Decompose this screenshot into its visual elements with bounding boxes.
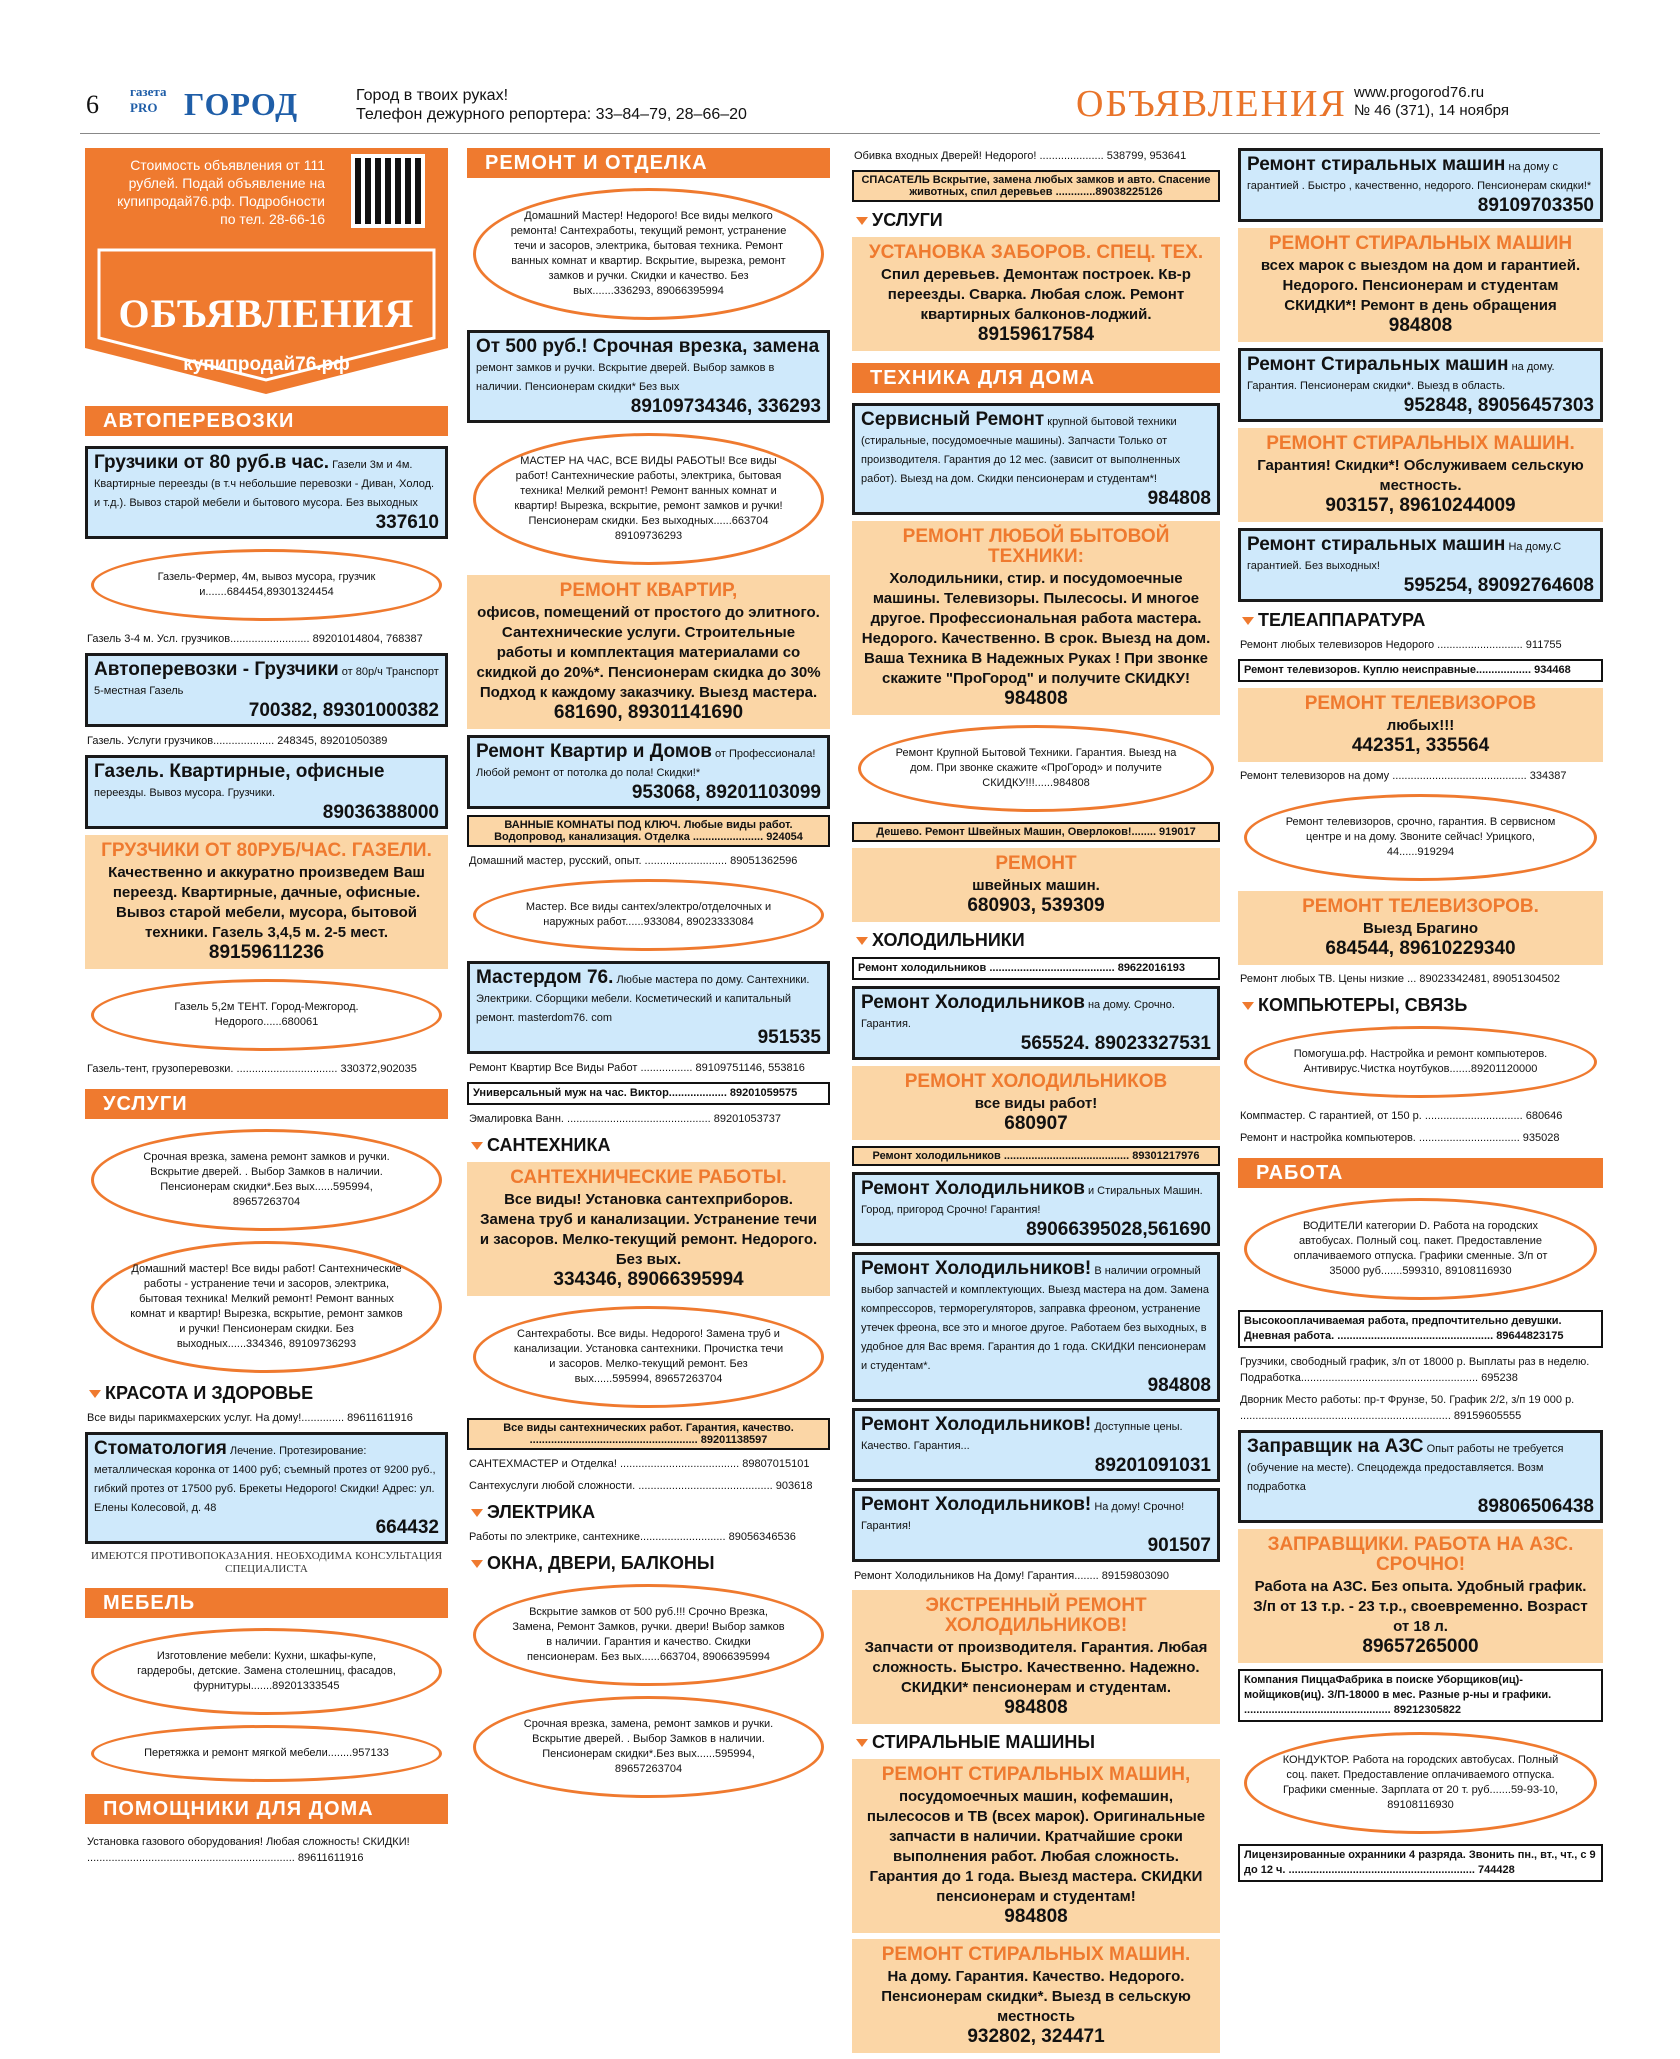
section-bar-transport: АВТОПЕРЕВОЗКИ bbox=[85, 406, 448, 436]
ad-box: Сервисный Ремонт крупной бытовой техники (стиральные, посудомоечные машины). Запчасти Только от производителя. Гарантия до 12 мес. (зависит от выполненных работ). Выезд на дом. Скидки пенсионерам и студентам*! 984808 bbox=[852, 403, 1220, 515]
ad-box: Ремонт стиральных машин на дому с гарантией . Быстро , качественно, недорого. Пенсионерам скидки!* 89109703350 bbox=[1238, 148, 1603, 222]
ad-highlight: ГРУЗЧИКИ ОТ 80РУБ/ЧАС. ГАЗЕЛИ. Качественно и аккуратно произведем Ваш переезд. Квартирные, дачные, офисные. Вывоз старой мебели, мусора, бытовой техники. Газель 3,4,5 м. 2-5 мест. 89159611236 bbox=[85, 835, 448, 969]
ad-line: Ремонт Холодильников На Дому! Гарантия........ 89159803090 bbox=[854, 1570, 1170, 1582]
issue-info bbox=[1354, 84, 1509, 120]
ad-line: Эмалировка Ванн. ............................................... 89201053737 bbox=[469, 1113, 782, 1125]
ad-oval: КОНДУКТОР. Работа на городских автобусах. Полный соц. пакет. Предоставление оплачиваемого отпуска. Графики сменные. Зарплата от 20 т. руб.......59-93-10, 89108116930 bbox=[1244, 1732, 1597, 1834]
ad-boxed: Компания ПиццаФабрика в поиске Уборщиков(иц)-мойщиков(иц). З/П-18000 в мес. Разные р-ны и графики. ................................................ 89212305822 bbox=[1238, 1669, 1603, 1722]
ad-boxed: Лицензированные охранники 4 разряда. Звонить пн., вт., чт., с 9 до 12 ч. ............................................................. 744428 bbox=[1238, 1844, 1603, 1882]
site-url[interactable]: www.progorod76.ru bbox=[1354, 84, 1485, 101]
page-number: 6 bbox=[86, 90, 99, 119]
logo-big: ГОРОД bbox=[184, 86, 299, 122]
ad-yellow: Дешево. Ремонт Швейных Машин, Оверлоков!........ 919017 bbox=[852, 822, 1220, 842]
ad-oval: Сантехработы. Все виды. Недорого! Замена труб и канализации. Установка сантехники. Прочистка течи и засоров. Мелко-текущий ремонт. Без вых......595994, 89657263704 bbox=[473, 1306, 824, 1408]
qr-code-icon bbox=[351, 154, 425, 228]
ad-line: Работы по электрике, сантехнике............................ 89056346536 bbox=[469, 1531, 796, 1543]
ad-highlight: РЕМОНТ СТИРАЛЬНЫХ МАШИН, посудомоечных машин, кофемашин, пылесосов и ТВ (всех марок). Оригинальные запчасти в наличии. Кратчайшие сроки выполнения работ. Любая сложность. Гарантия до 1 года. Выезд мастера. СКИДКИ пенсионерам и студентам! 984808 bbox=[852, 1759, 1220, 1933]
tagline bbox=[356, 86, 747, 124]
ad-box: Ремонт Стиральных машин на дому. Гарантия. Пенсионерам скидки*. Выезд в область. 952848, 89056457303 bbox=[1238, 348, 1603, 422]
ad-highlight: РЕМОНТ ХОЛОДИЛЬНИКОВ все виды работ! 680907 bbox=[852, 1066, 1220, 1140]
ad-highlight: РЕМОНТ СТИРАЛЬНЫХ МАШИН. На дому. Гарантия. Качество. Недорого. Пенсионерам скидки*. Выезд в сельскую местность 932802, 324471 bbox=[852, 1939, 1220, 2053]
ad-line: Установка газового оборудования! Любая сложность! СКИДКИ! .................................................................... 89611611916 bbox=[87, 1836, 410, 1864]
ad-line: Грузчики, свободный график, з/п от 18000 р. Выплаты раз в неделю. Подработка.......................................................... 695238 bbox=[1240, 1356, 1590, 1384]
section-bar-repair: РЕМОНТ И ОТДЕЛКА bbox=[467, 148, 830, 178]
medical-note: ИМЕЮТСЯ ПРОТИВОПОКАЗАНИЯ. НЕОБХОДИМА КОНСУЛЬТАЦИЯ СПЕЦИАЛИСТА bbox=[90, 1550, 443, 1575]
ad-box: Стоматология Лечение. Протезирование: металлическая коронка от 1400 руб; съемный протез от 9200 руб., гибкий протез от 17500 руб. Брекеты Недорого! Скидки! Адрес: ул. Елены Колесовой, д. 48 664432 bbox=[85, 1432, 448, 1544]
ad-box: Мастердом 76. Любые мастера по дому. Сантехники. Электрики. Сборщики мебели. Косметический и капитальный ремонт. masterdom76. com 951535 bbox=[467, 961, 830, 1054]
ad-box: Ремонт Холодильников! В наличии огромный выбор запчастей и комплектующих. Выезд мастера на дом. Замена компрессоров, терморегуляторов, заправка фреоном, устранение утечек фреона, все это и многое другое. Работаем без выходных, в удобное для Вас время. Гарантия до 1 года. СКИДКИ пенсионерам и студентам*. 984808 bbox=[852, 1252, 1220, 1402]
ad-line: Газель-тент, грузоперевозки. ................................. 330372,902035 bbox=[87, 1063, 417, 1075]
ad-boxed: Ремонт телевизоров. Куплю неисправные.................. 934468 bbox=[1238, 659, 1603, 682]
ad-line: Ремонт телевизоров на дому ............................................ 334387 bbox=[1240, 770, 1567, 782]
subsection-washers: СТИРАЛЬНЫЕ МАШИНЫ bbox=[852, 1732, 1220, 1753]
ad-yellow: СПАСАТЕЛЬ Вскрытие, замена любых замков и авто. Спасение животных, спил деревьев .............89038225126 bbox=[852, 170, 1220, 202]
ad-oval: Изготовление мебели: Кухни, шкафы-купе, гардеробы, детские. Замена столешниц, фасадов, фурнитуры.......89201333545 bbox=[91, 1628, 442, 1715]
ad-highlight: РЕМОНТ КВАРТИР, офисов, помещений от простого до элитного. Сантехнические услуги. Строительные работы и комплектация материалами со скидкой до 20%*. Пенсионерам скидка до 30% Подход к каждому заказчику. Выезд мастера. 681690, 89301141690 bbox=[467, 575, 830, 729]
ad-oval: МАСТЕР НА ЧАС, ВСЕ ВИДЫ РАБОТЫ! Все виды работ! Сантехнические работы, электрика, бытовая техника! Мелкий ремонт! Ремонт ванных комнат и квартир! Вырезка, вскрытие, ремонт замков и ручки! Пенсионерам скидки. Без выходных......663704 89109736293 bbox=[473, 433, 824, 565]
ad-yellow: ВАННЫЕ КОМНАТЫ ПОД КЛЮЧ. Любые виды работ. Водопровод, канализация. Отделка ....................... 924054 bbox=[467, 815, 830, 847]
promo-title: ОБЪЯВЛЕНИЯ bbox=[118, 291, 415, 336]
subsection-plumbing: САНТЕХНИКА bbox=[467, 1135, 830, 1156]
ad-box: Ремонт Холодильников! На дому! Срочно! Гарантия! 901507 bbox=[852, 1488, 1220, 1562]
ad-oval: Мастер. Все виды сантех/электро/отделочных и наружных работ......933084, 89023333084 bbox=[473, 879, 824, 951]
ad-box: Ремонт Холодильников на дому. Срочно. Гарантия. 565524. 89023327531 bbox=[852, 986, 1220, 1060]
ad-oval: Срочная врезка, замена, ремонт замков и ручки. Вскрытие дверей. . Выбор Замков в наличии. Пенсионерам скидки*.Без вых......595994, 89657263704 bbox=[473, 1696, 824, 1798]
ad-line: Газель 3-4 м. Усл. грузчиков.......................... 89201014804, 768387 bbox=[87, 633, 423, 645]
ad-box: От 500 руб.! Срочная врезка, замена ремонт замков и ручки. Вскрытие дверей. Выбор замков в наличии. Пенсионерам скидки* Без вых 89109734346, 336293 bbox=[467, 330, 830, 423]
ad-line: Ремонт Квартир Все Виды Работ ................. 89109751146, 553816 bbox=[469, 1062, 805, 1074]
tagline-line2: Телефон дежурного репортера: 33–84–79, 28–66–20 bbox=[356, 106, 747, 123]
section-bar-helpers: ПОМОЩНИКИ ДЛЯ ДОМА bbox=[85, 1794, 448, 1824]
logo-small: газета PRO bbox=[130, 84, 167, 115]
ad-line: Сантехуслуги любой сложности. ............................................ 903618 bbox=[469, 1480, 813, 1492]
ad-line: Ремонт любых телевизоров Недорого ............................ 911755 bbox=[1240, 639, 1562, 651]
ad-line: Обивка входных Дверей! Недорого! ..................... 538799, 953641 bbox=[854, 150, 1187, 162]
section-title: ОБЪЯВЛЕНИЯ bbox=[1076, 83, 1347, 125]
ad-line: Компмастер. С гарантией, от 150 р. ................................ 680646 bbox=[1240, 1110, 1563, 1122]
subsection-fridges: ХОЛОДИЛЬНИКИ bbox=[852, 930, 1220, 951]
ad-box: Автоперевозки - Грузчики от 80р/ч Транспорт 5-местная Газель 700382, 89301000382 bbox=[85, 653, 448, 727]
issue-number: № 46 (371), 14 ноября bbox=[1354, 102, 1509, 119]
page-header bbox=[80, 80, 1600, 134]
ad-oval: Срочная врезка, замена ремонт замков и ручки. Вскрытие дверей. . Выбор Замков в наличии. Пенсионерам скидки*.Без вых......595994, 89657263704 bbox=[91, 1129, 442, 1231]
ad-box: Ремонт Холодильников! Доступные цены. Качество. Гарантия... 89201091031 bbox=[852, 1408, 1220, 1482]
ad-box: Заправщик на АЗС Опыт работы не требуется (обучение на месте). Спецодежда предоставляется. Возм подработка 89806506438 bbox=[1238, 1430, 1603, 1523]
subsection-services: УСЛУГИ bbox=[852, 210, 1220, 231]
ad-line: Дворник Место работы: пр-т Фрунзе, 50. График 2/2, з/п 19 000 р. ..................................................................... 89159605555 bbox=[1240, 1394, 1575, 1422]
ad-boxed: Высокооплачиваемая работа, предпочтительно девушки. Дневная работа. ................................................... 89644823175 bbox=[1238, 1310, 1603, 1348]
column-4 bbox=[1238, 148, 1603, 1888]
ad-line: Ремонт и настройка компьютеров. ................................. 935028 bbox=[1240, 1132, 1560, 1144]
ad-oval: Ремонт Крупной Бытовой Техники. Гарантия. Выезд на дом. При звонке скажите «ПроГород» и получите СКИДКУ!!!......984808 bbox=[858, 725, 1214, 812]
ad-line: САНТЕХМАСТЕР и Отделка! ....................................... 89807015101 bbox=[469, 1458, 810, 1470]
ad-highlight: УСТАНОВКА ЗАБОРОВ. СПЕЦ. ТЕХ. Спил деревьев. Демонтаж построек. Кв-р переезды. Сварка. Любая слож. Ремонт квартирных балконов-лоджий. 89159617584 bbox=[852, 237, 1220, 351]
column-1 bbox=[85, 148, 448, 1872]
section-bar-jobs: РАБОТА bbox=[1238, 1158, 1603, 1188]
ad-oval: ВОДИТЕЛИ категории D. Работа на городских автобусах. Полный соц. пакет. Предоставление оплачиваемого отпуска. Графики сменные. З/п от 35000 руб.......599310, 89108116930 bbox=[1244, 1198, 1597, 1300]
subsection-electric: ЭЛЕКТРИКА bbox=[467, 1502, 830, 1523]
column-3 bbox=[852, 148, 1220, 2059]
subsection-windows: ОКНА, ДВЕРИ, БАЛКОНЫ bbox=[467, 1553, 830, 1574]
ad-line: Все виды парикмахерских услуг. На дому!.............. 89611611916 bbox=[87, 1412, 413, 1424]
ad-line: Ремонт любых ТВ. Цены низкие ... 89023342481, 89051304502 bbox=[1240, 973, 1561, 985]
promo-text: Стоимость объявления от 111 рублей. Подай объявление на купипродай76.рф. Подробности по тел. 28-66-16 bbox=[117, 157, 325, 227]
ad-box: Ремонт Холодильников и Стиральных Машин. Город, пригород Срочно! Гарантия! 89066395028,561690 bbox=[852, 1172, 1220, 1246]
section-bar-services: УСЛУГИ bbox=[85, 1089, 448, 1119]
ad-oval: Перетяжка и ремонт мягкой мебели........957133 bbox=[91, 1725, 442, 1782]
ad-highlight: РЕМОНТ ТЕЛЕВИЗОРОВ. Выезд Брагино 684544, 89610229340 bbox=[1238, 891, 1603, 965]
ad-oval: Ремонт телевизоров, срочно, гарантия. В сервисном центре и на дому. Звоните сейчас! Урицкого, 44......919294 bbox=[1244, 794, 1597, 881]
ad-oval: Газель 5,2м ТЕНТ. Город-Межгород. Недорого......680061 bbox=[91, 979, 442, 1051]
ad-oval: Вскрытие замков от 500 руб.!!! Срочно Врезка, Замена, Ремонт Замков, ручки. двери! Выбор замков в наличии. Гарантия и качество. Скидки пенсионерам. Без вых......663704, 89066395994 bbox=[473, 1584, 824, 1686]
ad-box: Ремонт стиральных машин На дому.С гарантией. Без выходных! 595254, 89092764608 bbox=[1238, 528, 1603, 602]
tagline-line1: Город в твоих руках! bbox=[356, 87, 509, 104]
ad-box: Газель. Квартирные, офисные переезды. Вывоз мусора. Грузчики. 89036388000 bbox=[85, 755, 448, 829]
ad-highlight: ЭКСТРЕННЫЙ РЕМОНТ ХОЛОДИЛЬНИКОВ! Запчасти от производителя. Гарантия. Любая сложность. Быстро. Качественно. Надежно. СКИДКИ* пенсионерам и студентам. 984808 bbox=[852, 1590, 1220, 1724]
ad-box: Ремонт Квартир и Домов от Профессионала! Любой ремонт от потолка до пола! Скидки!* 953068, 89201103099 bbox=[467, 735, 830, 809]
subsection-computers: КОМПЬЮТЕРЫ, СВЯЗЬ bbox=[1238, 995, 1603, 1016]
subsection-tv: ТЕЛЕАППАРАТУРА bbox=[1238, 610, 1603, 631]
ad-oval: Газель-Фермер, 4м, вывоз мусора, грузчик и.......684454,89301324454 bbox=[91, 549, 442, 621]
promo-banner bbox=[85, 148, 448, 394]
ad-boxed: Ремонт холодильников ......................................... 89622016193 bbox=[852, 957, 1220, 980]
section-bar-furniture: МЕБЕЛЬ bbox=[85, 1588, 448, 1618]
ad-highlight: САНТЕХНИЧЕСКИЕ РАБОТЫ. Все виды! Установка сантехприборов. Замена труб и канализации. Устранение течи и засоров. Мелко-текущий ремонт. Недорого. Без вых. 334346, 89066395994 bbox=[467, 1162, 830, 1296]
promo-site[interactable]: купипродай76.рф bbox=[183, 354, 350, 375]
ad-highlight: РЕМОНТ ЛЮБОЙ БЫТОВОЙ ТЕХНИКИ: Холодильники, стир. и посудомоечные машины. Телевизоры. Пылесосы. И многое другое. Профессиональная работа мастера. Недорого. Качественно. В срок. Выезд на дом. Ваша Техника В Надежных Руках ! При звонке скажите "ПроГород" и получите СКИДКУ! 984808 bbox=[852, 521, 1220, 715]
ad-box: Грузчики от 80 руб.в час. Газели 3м и 4м. Квартирные переезды (в т.ч небольшие перевозки - Диван, Холод. и т.д.). Вывоз старой мебели и бытового мусора. Без выходных 337610 bbox=[85, 446, 448, 539]
column-2 bbox=[467, 148, 830, 1808]
ad-highlight: РЕМОНТ СТИРАЛЬНЫХ МАШИН всех марок с выездом на дом и гарантией. Недорого. Пенсионерам и студентам СКИДКИ*! Ремонт в день обращения 984808 bbox=[1238, 228, 1603, 342]
ad-yellow: Ремонт холодильников ......................................... 89301217976 bbox=[852, 1146, 1220, 1166]
ad-line: Газель. Услуги грузчиков.................... 248345, 89201050389 bbox=[87, 735, 388, 747]
ad-boxed: Универсальный муж на час. Виктор................... 89201059575 bbox=[467, 1082, 830, 1105]
ad-oval: Помогуша.рф. Настройка и ремонт компьютеров. Антивирус.Чистка ноутбуков.......89201120000 bbox=[1244, 1026, 1597, 1098]
ad-highlight: ЗАПРАВЩИКИ. РАБОТА НА АЗС. СРОЧНО! Работа на АЗС. Без опыта. Удобный график. З/п от 13 т.р. - 23 т.р., своевременно. Возраст от 18 л. 89657265000 bbox=[1238, 1529, 1603, 1663]
ad-highlight: РЕМОНТ швейных машин. 680903, 539309 bbox=[852, 848, 1220, 922]
ad-highlight: РЕМОНТ ТЕЛЕВИЗОРОВ любых!!! 442351, 335564 bbox=[1238, 688, 1603, 762]
ad-yellow: Все виды сантехнических работ. Гарантия, качество. ....................................................... 89201138597 bbox=[467, 1418, 830, 1450]
ad-oval: Домашний Мастер! Недорого! Все виды мелкого ремонта! Сантехработы, текущий ремонт, устранение течи и засоров, электрика, бытовая техника. Ремонт ванных комнат и квартир. Вскрытие, вырезка, ремонт замков и ручки. Скидки и качество. Без вых.......336293, 89066395994 bbox=[473, 188, 824, 320]
ad-oval: Домашний мастер! Все виды работ! Сантехнические работы - устранение течи и засоров, электрика, бытовая техника! Мелкий ремонт! Ремонт ванных комнат и квартир! Вырезка, вскрытие, ремонт замков и ручки! Пенсионерам скидки. Без выходных......334346, 89109736293 bbox=[91, 1241, 442, 1373]
ad-highlight: РЕМОНТ СТИРАЛЬНЫХ МАШИН. Гарантия! Скидки*! Обслуживаем сельскую местность. 903157, 89610244009 bbox=[1238, 428, 1603, 522]
ad-line: Домашний мастер, русский, опыт. ........................... 89051362596 bbox=[469, 855, 798, 867]
subsection-beauty: КРАСОТА И ЗДОРОВЬЕ bbox=[85, 1383, 448, 1404]
section-bar-appliances: ТЕХНИКА ДЛЯ ДОМА bbox=[852, 363, 1220, 393]
